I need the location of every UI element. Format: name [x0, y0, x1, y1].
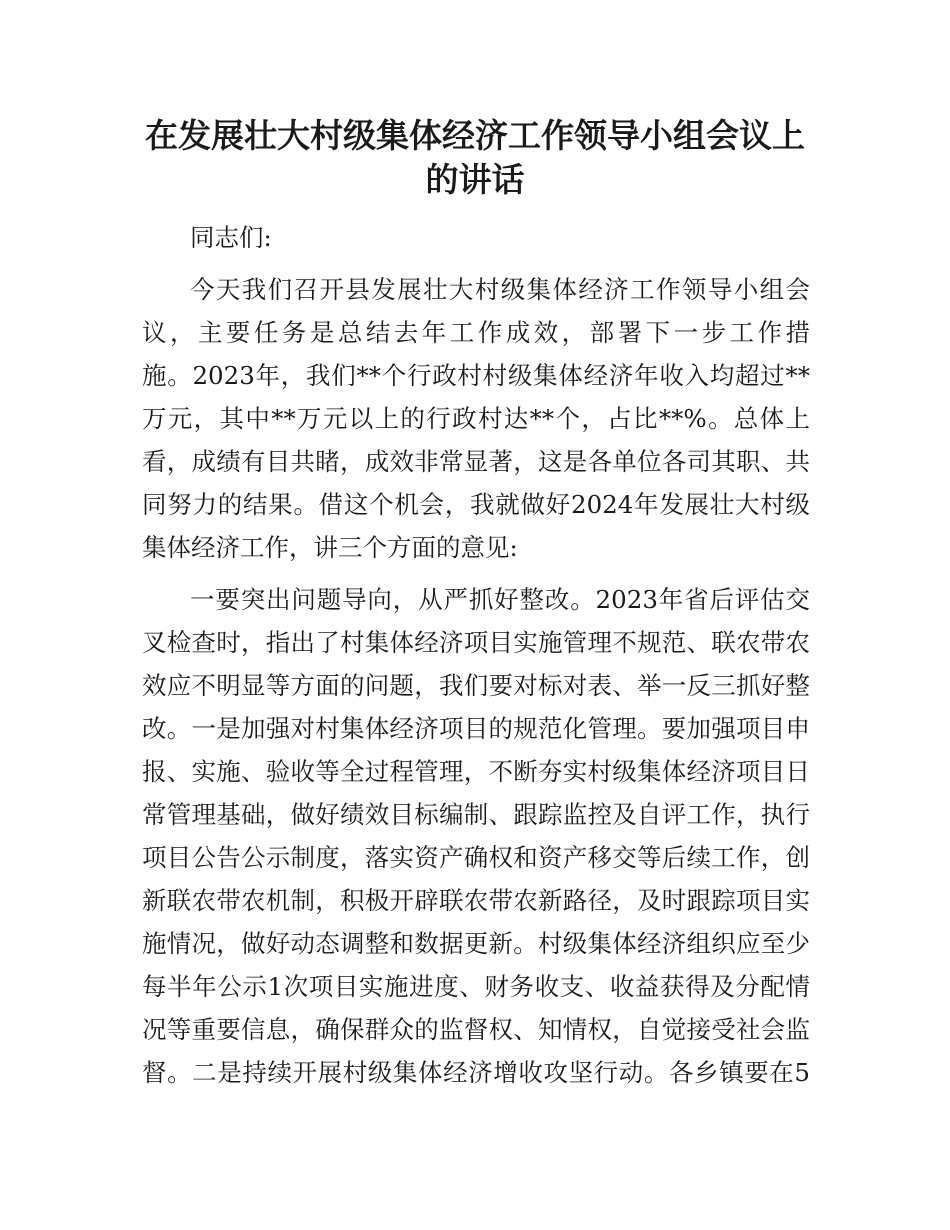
- paragraph-2-line-8: 新联农带农机制，积极开辟联农带农新路径，及时跟踪项目实: [142, 886, 810, 915]
- paragraph-1-line-5: 看，成绩有目共睹，成效非常显著，这是各单位各司其职、共: [142, 447, 810, 476]
- paragraph-1-line-2: 议，主要任务是总结去年工作成效，部署下一步工作措: [142, 318, 810, 347]
- document-title-line-1: 在发展壮大村级集体经济工作领导小组会议上: [145, 116, 805, 155]
- salutation: 同志们:: [190, 223, 272, 252]
- paragraph-1-line-7: 集体经济工作，讲三个方面的意见:: [142, 533, 518, 562]
- paragraph-2-line-11: 况等重要信息，确保群众的监督权、知情权，自觉接受社会监: [142, 1015, 810, 1044]
- paragraph-2-line-7: 项目公告公示制度，落实资产确权和资产移交等后续工作，创: [142, 843, 810, 872]
- paragraph-2-line-3: 效应不明显等方面的问题，我们要对标对表、举一反三抓好整: [142, 671, 810, 700]
- paragraph-2-line-1: 一要突出问题导向，从严抓好整改。2023年省后评估交: [190, 585, 810, 614]
- paragraph-1-line-1: 今天我们召开县发展壮大村级集体经济工作领导小组会: [190, 275, 810, 304]
- paragraph-2-line-5: 报、实施、验收等全过程管理，不断夯实村级集体经济项目日: [142, 757, 810, 786]
- paragraph-2-line-6: 常管理基础，做好绩效目标编制、跟踪监控及自评工作，执行: [142, 800, 810, 829]
- paragraph-2-line-9: 施情况，做好动态调整和数据更新。村级集体经济组织应至少: [142, 929, 810, 958]
- paragraph-1-line-6: 同努力的结果。借这个机会，我就做好2024年发展壮大村级: [142, 490, 810, 519]
- paragraph-1-line-4: 万元，其中**万元以上的行政村达**个，占比**%。总体上: [142, 404, 810, 433]
- paragraph-2-line-12: 督。二是持续开展村级集体经济增收攻坚行动。各乡镇要在5: [142, 1058, 810, 1087]
- paragraph-2-line-10: 每半年公示1次项目实施进度、财务收支、收益获得及分配情: [142, 972, 810, 1001]
- paragraph-1-line-3: 施。2023年，我们**个行政村村级集体经济年收入均超过**: [142, 361, 810, 390]
- paragraph-2-line-2: 叉检查时，指出了村集体经济项目实施管理不规范、联农带农: [142, 628, 810, 657]
- paragraph-2-line-4: 改。一是加强对村集体经济项目的规范化管理。要加强项目申: [142, 714, 810, 743]
- document-title-line-2: 的讲话: [425, 160, 525, 199]
